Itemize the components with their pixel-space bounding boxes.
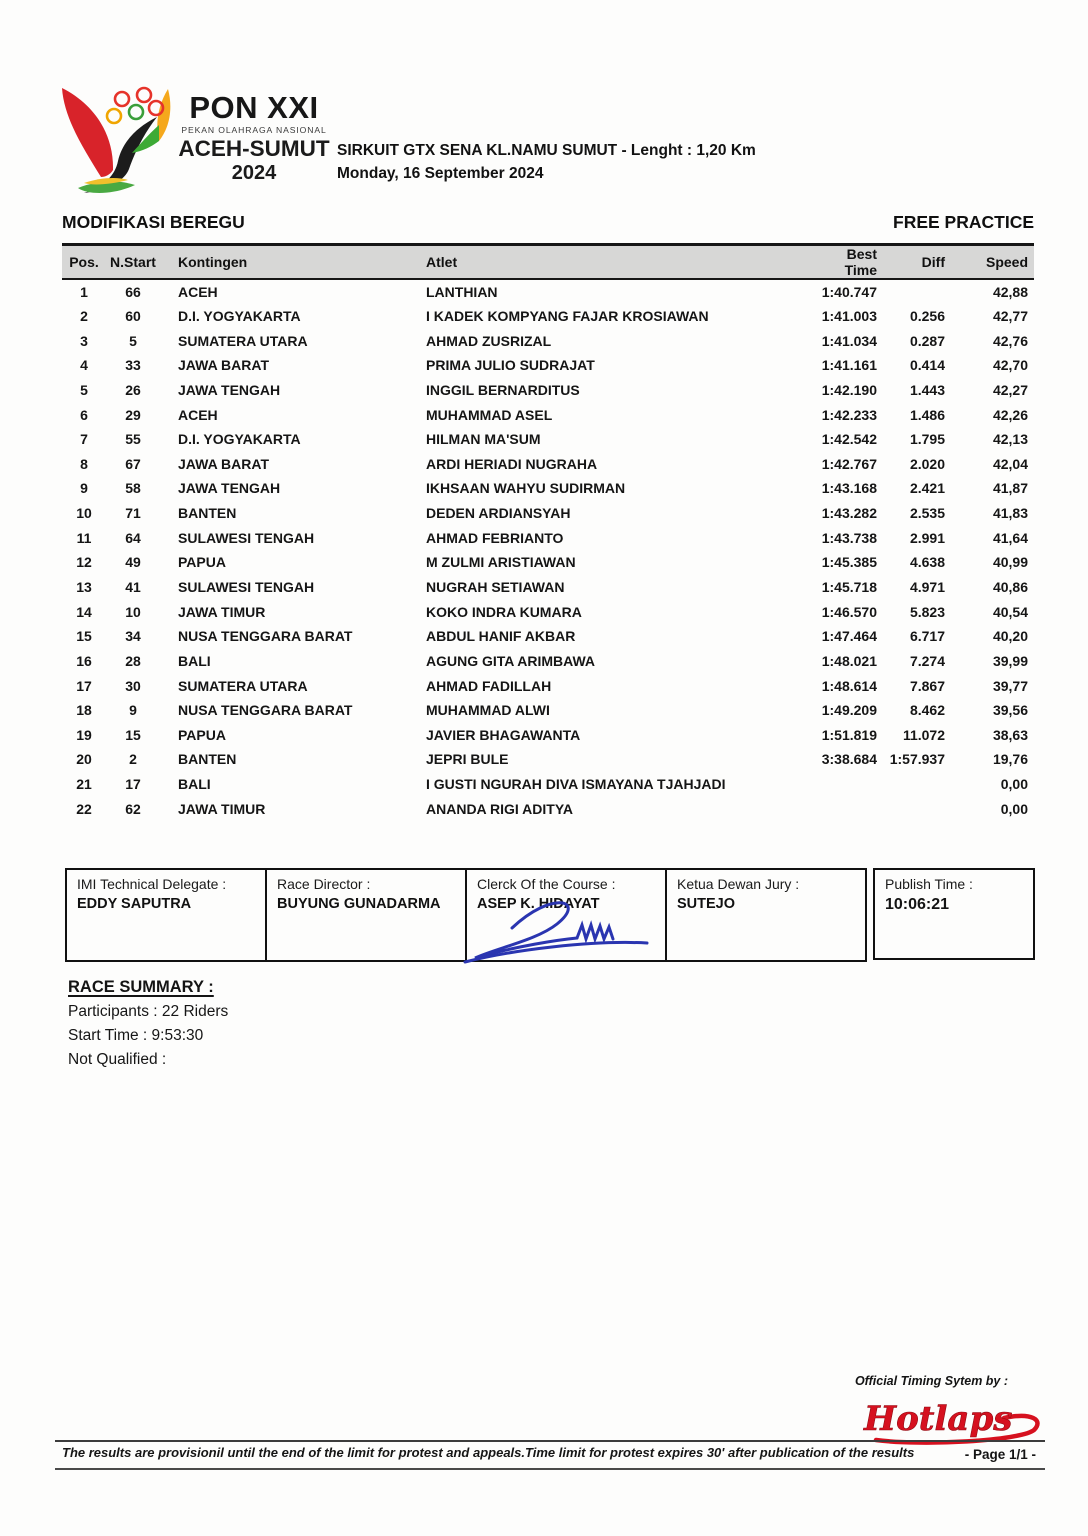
participants-line: Participants : 22 Riders <box>68 1003 229 1020</box>
table-cell: 40,54 <box>992 603 1028 620</box>
logo-region: ACEH-SUMUT <box>178 136 330 161</box>
table-cell: 6.717 <box>909 628 945 645</box>
table-cell: 40,86 <box>992 579 1028 595</box>
table-cell <box>809 796 884 821</box>
table-cell: NUSA TENGGARA BARAT <box>178 628 353 645</box>
table-cell: 28 <box>125 652 141 669</box>
table-cell: 67 <box>125 455 141 472</box>
table-cell: IKHSAAN WAHYU SUDIRMAN <box>426 480 626 497</box>
page-number: - Page 1/1 - <box>964 1447 1036 1462</box>
table-cell: 3:38.684 <box>821 751 877 768</box>
column-header: Pos. <box>62 245 106 280</box>
table-row <box>62 649 1034 674</box>
table-cell: 2 <box>129 751 137 768</box>
column-header: Diff <box>884 245 952 280</box>
official-label: Ketua Dewan Jury : <box>677 876 800 892</box>
table-cell: ACEH <box>178 283 218 300</box>
table-cell: HILMAN MA'SUM <box>426 431 541 448</box>
table-cell: 0.414 <box>909 357 945 374</box>
table-cell: 39,99 <box>992 652 1028 669</box>
publish-time-box <box>873 868 1035 960</box>
official-cell-race-director <box>266 869 466 961</box>
table-cell: BALI <box>178 776 211 793</box>
table-cell: 55 <box>125 431 141 448</box>
table-cell: I KADEK KOMPYANG FAJAR KROSIAWAN <box>426 307 709 324</box>
table-cell: 18 <box>76 702 92 719</box>
table-cell: 1.486 <box>909 406 945 423</box>
table-cell: D.I. YOGYAKARTA <box>178 307 301 324</box>
table-cell: 49 <box>125 554 141 571</box>
table-cell: 1:51.819 <box>821 726 877 743</box>
table-cell: 8 <box>80 455 88 472</box>
column-header: Speed <box>952 245 1034 280</box>
column-header: N.Start <box>106 245 160 280</box>
table-cell: DEDEN ARDIANSYAH <box>426 505 571 522</box>
table-cell: 15 <box>125 726 141 743</box>
table-cell: SUMATERA UTARA <box>178 677 308 694</box>
table-cell: 40,99 <box>992 554 1028 571</box>
table-cell: NUGRAH SETIAWAN <box>426 579 565 595</box>
table-cell: 12 <box>76 554 92 571</box>
table-cell: 5 <box>129 332 137 349</box>
footer-disclaimer: The results are provisionil until the end of the limit for protest and appeals.Time limit for protest expires 30' after publication of the results <box>62 1445 915 1460</box>
table-cell: JAWA TIMUR <box>178 603 266 620</box>
table-cell: 1:45.718 <box>821 579 877 595</box>
table-cell: 6 <box>80 406 88 423</box>
table-cell: 10 <box>76 505 92 522</box>
officials-section <box>65 868 1035 960</box>
table-cell: 42,77 <box>992 307 1028 324</box>
table-cell: 60 <box>125 307 141 324</box>
table-cell: 2.535 <box>909 505 945 522</box>
table-cell: 42,70 <box>992 357 1028 374</box>
official-label: Race Director : <box>277 876 371 892</box>
table-cell: JAWA BARAT <box>178 357 269 374</box>
pon-xxi-bird-logo <box>56 84 178 200</box>
table-cell: 1:40.747 <box>821 283 877 300</box>
table-cell: 64 <box>125 529 141 546</box>
table-cell: 15 <box>76 628 92 645</box>
official-cell-jury-chair <box>666 869 866 961</box>
table-cell: 11 <box>76 529 92 546</box>
table-cell: 41 <box>125 579 141 595</box>
table-row <box>62 304 1034 329</box>
official-name: EDDY SAPUTRA <box>77 896 192 912</box>
table-cell: 2 <box>80 307 88 324</box>
table-cell: PRIMA JULIO SUDRAJAT <box>426 357 595 374</box>
table-cell: 71 <box>125 505 141 522</box>
table-cell: 0,00 <box>1000 776 1028 793</box>
table-cell <box>809 772 884 797</box>
date-line: Monday, 16 September 2024 <box>337 165 544 183</box>
table-cell: 5 <box>80 381 88 398</box>
table-cell: 22 <box>76 800 92 817</box>
table-cell: 1:45.385 <box>821 554 877 571</box>
table-cell: BALI <box>178 652 211 669</box>
table-cell: D.I. YOGYAKARTA <box>178 431 301 448</box>
logo-rings <box>107 88 163 123</box>
table-row <box>62 378 1034 403</box>
official-label: IMI Technical Delegate : <box>77 876 227 892</box>
table-row <box>62 796 1034 821</box>
table-cell: 66 <box>125 283 141 300</box>
table-cell: AGUNG GITA ARIMBAWA <box>426 652 596 669</box>
table-cell: 17 <box>76 677 92 694</box>
table-cell: 1:41.161 <box>821 357 877 374</box>
table-row <box>62 698 1034 723</box>
table-cell: NUSA TENGGARA BARAT <box>178 702 353 719</box>
table-row <box>62 353 1034 378</box>
table-cell: 30 <box>125 677 141 694</box>
table-cell: 42,27 <box>992 381 1028 398</box>
table-cell: 1:42.190 <box>821 381 877 398</box>
table-cell <box>884 772 952 797</box>
table-cell: 29 <box>125 406 141 423</box>
table-cell: 1:42.767 <box>821 455 877 472</box>
official-name: SUTEJO <box>677 896 736 912</box>
table-cell: 1.443 <box>909 381 945 398</box>
table-cell: 1:43.282 <box>821 505 877 522</box>
category-title: MODIFIKASI BEREGU <box>62 212 245 232</box>
table-row <box>62 575 1034 600</box>
race-summary <box>68 978 228 1069</box>
table-cell: ANANDA RIGI ADITYA <box>426 800 574 817</box>
table-cell: JAWA TENGAH <box>178 480 281 497</box>
table-cell: 40,20 <box>992 628 1028 645</box>
table-cell: ACEH <box>178 406 218 423</box>
table-cell: 42,88 <box>992 283 1028 300</box>
table-cell: 34 <box>125 628 141 645</box>
table-cell: 0.256 <box>909 307 945 324</box>
table-row <box>62 550 1034 575</box>
table-cell: 26 <box>125 381 141 398</box>
table-cell: BANTEN <box>178 751 237 768</box>
table-cell: 13 <box>76 579 92 595</box>
table-cell <box>884 796 952 821</box>
table-cell: 10 <box>125 603 141 620</box>
publish-time-label: Publish Time : <box>885 876 973 892</box>
table-cell: 2.020 <box>909 455 945 472</box>
table-cell: 19,76 <box>992 751 1028 768</box>
table-cell: 14 <box>76 603 92 620</box>
table-cell: 17 <box>125 776 141 793</box>
timing-system-label: Official Timing Sytem by : <box>854 1374 1008 1388</box>
table-cell: JAVIER BHAGAWANTA <box>426 726 581 743</box>
table-row <box>62 451 1034 476</box>
table-cell: 1:48.614 <box>821 677 877 694</box>
table-cell: AHMAD ZUSRIZAL <box>426 332 552 349</box>
table-cell: 9 <box>80 480 88 497</box>
table-cell: BANTEN <box>178 505 237 522</box>
table-row <box>62 525 1034 550</box>
table-cell: JAWA BARAT <box>178 455 269 472</box>
table-cell: ABDUL HANIF AKBAR <box>426 628 576 645</box>
officials-table <box>65 868 867 962</box>
table-cell: 42,13 <box>992 431 1028 448</box>
table-row <box>62 673 1034 698</box>
signature-scribble <box>457 898 662 970</box>
start-time-line: Start Time : 9:53:30 <box>68 1027 204 1044</box>
table-cell: 1:43.168 <box>821 480 877 497</box>
table-row <box>62 624 1034 649</box>
table-cell: KOKO INDRA KUMARA <box>426 603 582 620</box>
table-cell: 16 <box>76 652 92 669</box>
hotlaps-wordmark: Hotlaps <box>864 1399 1013 1439</box>
table-cell: 1:57.937 <box>889 751 945 768</box>
logo-title: PON XXI <box>189 90 319 125</box>
table-cell: 62 <box>125 800 141 817</box>
column-header: Kontingen <box>160 245 424 280</box>
table-cell: PAPUA <box>178 554 226 571</box>
publish-time-value: 10:06:21 <box>885 896 950 913</box>
table-cell: ARDI HERIADI NUGRAHA <box>426 455 598 472</box>
official-cell-clerk-of-course <box>466 869 666 961</box>
table-row <box>62 723 1034 748</box>
column-header: Best Time <box>809 245 884 280</box>
table-cell: 42,26 <box>992 406 1028 423</box>
table-cell: MUHAMMAD ASEL <box>426 406 553 423</box>
table-cell: 1:41.003 <box>821 307 877 324</box>
table-cell: JAWA TENGAH <box>178 381 281 398</box>
table-cell: 2.421 <box>909 480 945 497</box>
table-cell: 1:46.570 <box>821 603 877 620</box>
table-cell: 1:47.464 <box>821 628 877 645</box>
table-row <box>62 599 1034 624</box>
race-summary-title: RACE SUMMARY : <box>68 978 214 996</box>
table-cell: SUMATERA UTARA <box>178 332 308 349</box>
footer-rule-top <box>55 1440 1045 1442</box>
table-cell: AHMAD FADILLAH <box>426 677 552 694</box>
table-row <box>62 501 1034 526</box>
results-table-header <box>62 245 1034 280</box>
table-cell: 41,83 <box>992 505 1028 522</box>
table-cell: 8.462 <box>909 702 945 719</box>
table-cell: 4.971 <box>909 579 945 595</box>
table-cell: 3 <box>80 332 88 349</box>
table-cell: 20 <box>76 751 92 768</box>
table-cell: SULAWESI TENGAH <box>178 529 315 546</box>
table-cell: SULAWESI TENGAH <box>178 579 315 595</box>
table-cell: 42,04 <box>992 455 1028 472</box>
table-cell: INGGIL BERNARDITUS <box>426 381 580 398</box>
table-cell: 1:48.021 <box>821 652 877 669</box>
results-table <box>62 243 1034 821</box>
table-cell: 9 <box>129 702 137 719</box>
logo-text-block <box>174 92 334 185</box>
table-cell: 38,63 <box>992 726 1028 743</box>
table-cell: 41,64 <box>992 529 1028 546</box>
table-cell: 1:41.034 <box>821 332 877 349</box>
table-cell: 39,56 <box>992 702 1028 719</box>
table-cell: 21 <box>76 776 92 793</box>
results-table-body <box>62 279 1034 821</box>
table-cell: MUHAMMAD ALWI <box>426 702 550 719</box>
table-cell <box>884 279 952 304</box>
table-cell: 0.287 <box>909 332 945 349</box>
column-header: Atlet <box>424 245 809 280</box>
table-row <box>62 328 1034 353</box>
logo-subtitle: PEKAN OLAHRAGA NASIONAL <box>181 125 327 135</box>
table-cell: 1 <box>80 283 88 300</box>
logo-red-wing <box>62 88 113 177</box>
session-title: FREE PRACTICE <box>893 212 1034 232</box>
table-cell: 19 <box>76 726 92 743</box>
table-cell: 42,76 <box>992 332 1028 349</box>
official-label: Clerck Of the Course : <box>477 876 616 892</box>
section-row <box>62 212 1034 233</box>
table-cell: 4.638 <box>909 554 945 571</box>
table-row <box>62 476 1034 501</box>
table-cell: 0,00 <box>1000 800 1028 817</box>
table-cell: AHMAD FEBRIANTO <box>426 529 564 546</box>
table-cell: JAWA TIMUR <box>178 800 266 817</box>
table-cell: 7.867 <box>909 677 945 694</box>
table-cell: 7.274 <box>909 652 945 669</box>
table-cell: PAPUA <box>178 726 226 743</box>
table-cell: 41,87 <box>992 480 1028 497</box>
table-cell: 1.795 <box>909 431 945 448</box>
table-row <box>62 772 1034 797</box>
official-cell-technical-delegate <box>66 869 266 961</box>
table-cell: 33 <box>125 357 141 374</box>
footer-rule-bottom <box>55 1468 1045 1470</box>
not-qualified-line: Not Qualified : <box>68 1051 167 1068</box>
table-cell: I GUSTI NGURAH DIVA ISMAYANA TJAHJADI <box>426 776 726 793</box>
table-row <box>62 747 1034 772</box>
official-name: ASEP K. HIDAYAT <box>477 896 600 912</box>
table-cell: 5.823 <box>909 603 945 620</box>
table-cell: 7 <box>80 431 88 448</box>
circuit-line: SIRKUIT GTX SENA KL.NAMU SUMUT - Lenght : 1,20 Km <box>337 142 756 159</box>
event-info <box>337 139 756 186</box>
table-cell: 2.991 <box>909 529 945 546</box>
table-row <box>62 402 1034 427</box>
logo-year: 2024 <box>231 162 277 184</box>
table-cell: 1:42.233 <box>821 406 877 423</box>
table-cell: 39,77 <box>992 677 1028 694</box>
official-name: BUYUNG GUNADARMA <box>277 896 441 912</box>
table-cell: 1:49.209 <box>821 702 877 719</box>
table-cell: JEPRI BULE <box>426 751 509 768</box>
table-cell: 4 <box>80 357 88 374</box>
table-row <box>62 427 1034 452</box>
table-row <box>62 279 1034 304</box>
table-cell: M ZULMI ARISTIAWAN <box>426 554 576 571</box>
table-cell: LANTHIAN <box>426 283 498 300</box>
table-cell: 1:43.738 <box>821 529 877 546</box>
table-cell: 58 <box>125 480 141 497</box>
table-cell: 11.072 <box>902 726 945 743</box>
table-cell: 1:42.542 <box>821 431 877 448</box>
